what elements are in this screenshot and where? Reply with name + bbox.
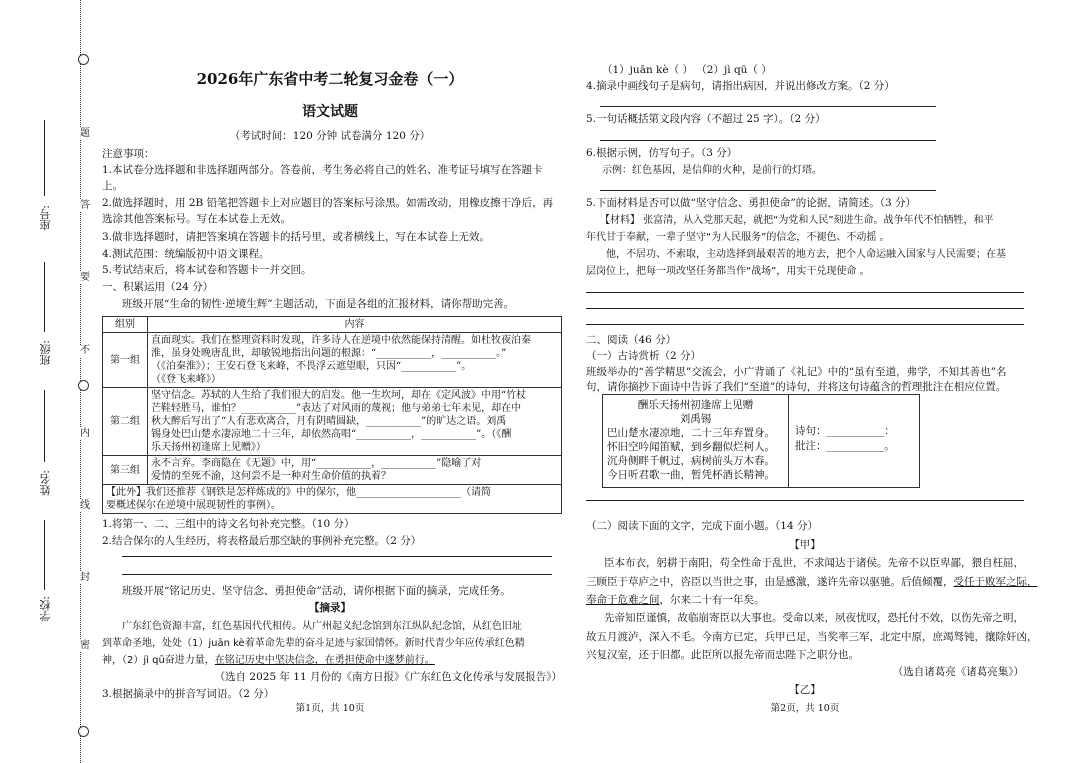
reading-line: 班级举办的“善学精思”交流会，小广背诵了《礼记》中的“虽有至道，弗学，不知其善也”名 (586, 366, 1007, 378)
underlined-sentence: 在铭记历史中坚决信念，在勇担使命中逐梦前行。 (214, 655, 435, 666)
prose-line: 臣本布衣，躬耕于南阳，苟全性命于乱世，不求闻达于诸侯。先帝不以臣卑鄙，猥自枉屈， (604, 557, 1024, 569)
notice-line: 4.测试范围：统编版初中语文课程。 (102, 248, 270, 260)
subject-title: 语文试题 (302, 104, 358, 120)
content-line: 要概述保尔在逆境中展现韧性的事例）。 (106, 500, 281, 511)
binding-hole (78, 726, 89, 737)
question-2: 2.结合保尔的人生经历，将表格最后那空缺的事例补充完整。（2 分） (102, 535, 422, 547)
poem-answer-line[interactable]: 诗句：___________： (795, 425, 895, 437)
question-1: 1.将第一、二、三组中的诗文名句补充完整。（10 分） (102, 518, 355, 530)
page-number: 第1页，共 10页 (295, 703, 365, 714)
material-line: 年代甘于奉献，一辈子坚守“为人民服务”的信念，不褪色、不动摇 。 (586, 232, 890, 243)
binding-char: 封 (80, 572, 90, 583)
answer-line[interactable] (586, 308, 1024, 309)
content-line: 秋大醉后写出了“人有悲欢离合，月有阴晴圆缺，___________”的旷达之语。刘禹 (151, 416, 507, 427)
activity-intro-2: 班级开展“铭记历史、坚守信念、勇担使命”活动，请你根据下面的摘录，完成任务。 (122, 585, 511, 597)
underlined-phrase: 奉命于危难之间 (586, 594, 660, 606)
prose-line (586, 594, 765, 607)
class-label: 班级: (39, 340, 52, 366)
group-cell: 第二组 (103, 388, 148, 456)
notice-line: 3.做非选择题时，请把答案填在答题卡的括号里，或者横线上，写在本试卷上无效。 (102, 231, 491, 243)
binding-char: 密 (80, 640, 90, 651)
notice-line: 上。 (102, 180, 123, 192)
prose-text: 三顾臣于草庐之中，咨臣以当世之事，由是感激，遂许先帝以驱驰。后值倾覆， (586, 576, 954, 588)
poem-author: 刘禹锡 (679, 413, 712, 425)
pinyin-blanks: （1）juān kè（ ） （2）jì qū（ ） (602, 64, 772, 76)
notice-line: 1.本试卷分选择题和非选择题两部分。答卷前，考生务必将自己的姓名、准考证号填写在答题卡 (102, 164, 543, 176)
question-6: 6.根据示例，仿写句子。（3 分） (586, 147, 738, 159)
answer-line[interactable] (586, 324, 1024, 325)
page-number: 第2页，共 10页 (770, 703, 840, 714)
name-label: 姓名: (39, 470, 52, 496)
q6-example: 示例：红色基因，是信仰的火种，是前行的灯塔。 (602, 165, 822, 176)
prose-line: 兴复汉室，还于旧都。此臣所以报先帝而忠陛下之职分也。 (586, 649, 859, 661)
binding-hole (78, 54, 89, 65)
content-line: 淮，虽身处晚唐乱世，却敏锐地指出问题的根源：“___________，___________。” (151, 348, 507, 359)
footer-cell (103, 485, 562, 514)
school-label: 学校: (39, 596, 52, 622)
answer-line[interactable] (600, 190, 936, 191)
content-line: 直面现实。我们在整理资料时发现，许多诗人在逆境中依然能保持清醒。如杜牧夜泊秦 (151, 335, 531, 346)
poem-box (602, 394, 920, 488)
content-line: 坚守信念。苏轼的人生给了我们很大的启发。他一生坎坷，却在《定风波》中用“竹杖 (151, 390, 527, 401)
excerpt-text: 神，（2）jì qū奋进力量， (102, 655, 215, 666)
content-line: 乐天扬州初逢席上见赠》） (151, 442, 266, 453)
binding-char: 内 (80, 428, 90, 439)
binding-hole (78, 380, 89, 391)
activity-intro: 班级开展“生命的韧性·逆境生辉”主题活动，下面是各组的汇报材料，请你帮助完善。 (122, 298, 515, 310)
class-field[interactable] (44, 262, 45, 332)
underlined-phrase: 受任于败军之际， (953, 576, 1038, 588)
binding-char: 线 (80, 500, 90, 511)
notice-line: 2.做选择题时，用 2B 铅笔把答题卡上对应题目的答案标号涂黑。如需改动，用橡皮擦干净后，再 (102, 197, 554, 209)
material-line: 层岗位上，把每一项改坚任务都当作“战场”，用实干兑现使命 。 (586, 266, 870, 277)
excerpt-source: （选自 2025 年 11 月份的《南方日报》《广东红色文化传承与发展报告》） (214, 671, 562, 683)
excerpt-line: 到革命圣地，处处（1）juān kè着革命先辈的奋斗足迹与家国情怀。新时代青少年应传承红色精 (102, 638, 525, 649)
section-heading: 二、阅读（46 分） (586, 334, 677, 346)
table-row (103, 388, 562, 456)
prose-text: ，尔来二十有一年矣。 (659, 594, 765, 606)
poem-line: 今日听君歌一曲，暂凭杯酒长精神。 (607, 469, 775, 481)
answer-line[interactable] (586, 292, 1024, 293)
answer-line[interactable] (600, 140, 936, 141)
notice-heading: 注意事项： (102, 148, 155, 160)
table-row (103, 333, 562, 388)
content-line: 锡身处巴山楚水凄凉地二十三年，却依然高唱“___________，___________”。（《酬 (151, 429, 512, 440)
binding-char: 答 (80, 200, 90, 211)
poem-line: 沉舟侧畔千帆过，病树前头万木春。 (607, 455, 775, 467)
content-cell (148, 388, 562, 456)
exam-meta: （考试时间：120 分钟 试卷满分 120 分） (229, 130, 431, 142)
excerpt-line (102, 654, 435, 667)
poem-line: 巴山楚水凄凉地，二十三年弃置身。 (607, 427, 775, 439)
content-cell (148, 456, 562, 485)
text-label-yi: 【乙】 (789, 684, 821, 696)
question-7: 5.下面材料是否可以做“坚守信念、勇担使命”的论据，请简述。（3 分） (586, 197, 917, 209)
notice-line: 5.考试结束后，将本试卷和答题卡一并交回。 (102, 264, 312, 276)
exam-title: 2026年广东省中考二轮复习金卷（一） (196, 70, 464, 88)
table-row (103, 485, 562, 514)
content-line: 【此外】我们还推荐《钢铁是怎样炼成的》中的保尔，他_____________________（请简 (106, 487, 491, 498)
content-line: 芒鞋轻胜马，谁怕？___________”表达了对风雨的蔑视；他与弟弟七年未见，却在中 (151, 403, 522, 414)
answer-line[interactable] (600, 106, 936, 107)
material-line: 他，不居功、不索取，主动选择到最艰苦的地方去，把个人命运融入国家与人民需要；在基 (606, 249, 1006, 260)
question-4: 4.摘录中画线句子是病句，请指出病因，并说出修改方案。（2 分） (586, 80, 895, 92)
school-field[interactable] (44, 520, 45, 590)
poem-annotation-line[interactable]: 批注：___________。 (795, 440, 895, 452)
prose-line: 先帝知臣谨慎，故临崩寄臣以大事也。受命以来，夙夜忧叹，恐托付不效，以伤先帝之明， (604, 612, 1024, 624)
notice-line: 选涂其他答案标号。写在本试卷上无效。 (102, 213, 291, 225)
text-label-jia: 【甲】 (789, 539, 821, 551)
answer-line[interactable] (122, 574, 552, 575)
seat-label: 座号: (39, 205, 52, 231)
content-line: （《泊秦淮》）；王安石登飞来峰，不畏浮云遮望眼，只因“___________”。 (151, 361, 472, 372)
poem-panel (603, 395, 789, 487)
group-cell: 第一组 (103, 333, 148, 388)
name-field[interactable] (44, 390, 45, 462)
table-row (103, 456, 562, 485)
prose-source: （选自诸葛亮《诸葛亮集》） (892, 666, 1024, 678)
question-3: 3.根据摘录中的拼音写词语。（2 分） (102, 688, 275, 700)
subsection-heading: （二）阅读下面的文字，完成下面小题。（14 分） (586, 520, 818, 532)
report-table (102, 316, 562, 514)
section-heading: 一、积累运用（24 分） (102, 281, 214, 293)
table-header: 内容 (148, 317, 562, 333)
material-line: 【材料】 张富清，从入党那天起，就把“为党和人民”刻进生命。战争年代不怕牺牲，和平 (600, 215, 994, 226)
question-5: 5.一句话概括第文段内容（不超过 25 字）。（2 分） (586, 113, 826, 125)
excerpt-title: 【摘录】 (309, 602, 351, 614)
content-cell (148, 333, 562, 388)
subsection-heading: （一）古诗赏析（2 分） (586, 350, 702, 362)
answer-line[interactable] (586, 500, 1024, 501)
prose-line: 故五月渡泸，深入不毛。今南方已定，兵甲已足，当奖率三军，北定中原，庶竭驽钝，攘除奸凶， (586, 631, 1038, 643)
binding-char: 要 (80, 272, 90, 283)
prose-line (586, 576, 1038, 589)
excerpt-line: 广东红色资源丰富，红色基因代代相传。从广州起义纪念馆到东江纵队纪念馆，从红色旧址 (122, 621, 522, 632)
content-line: （《登飞来峰》） (151, 374, 221, 385)
binding-char: 不 (80, 345, 90, 356)
table-header: 组别 (103, 317, 148, 333)
poem-line: 怀旧空吟闻笛赋，到乡翻似烂柯人。 (607, 441, 775, 453)
content-line: 永不言弃。李商隐在《无题》中，用“___________，___________”隐喻了对 (151, 458, 482, 469)
binding-char: 题 (80, 128, 90, 139)
content-line: 爱情的至死不渝，这何尝不是一种对生命价值的执着？ (151, 471, 391, 482)
reading-line: 句，请你摘抄下面诗中告诉了我们“至道”的诗句，并将这句诗蕴含的哲理批注在相应位置。 (586, 381, 1007, 393)
poem-title: 酬乐天扬州初逢席上见赠 (637, 399, 754, 411)
answer-line[interactable] (122, 556, 552, 557)
group-cell: 第三组 (103, 456, 148, 485)
